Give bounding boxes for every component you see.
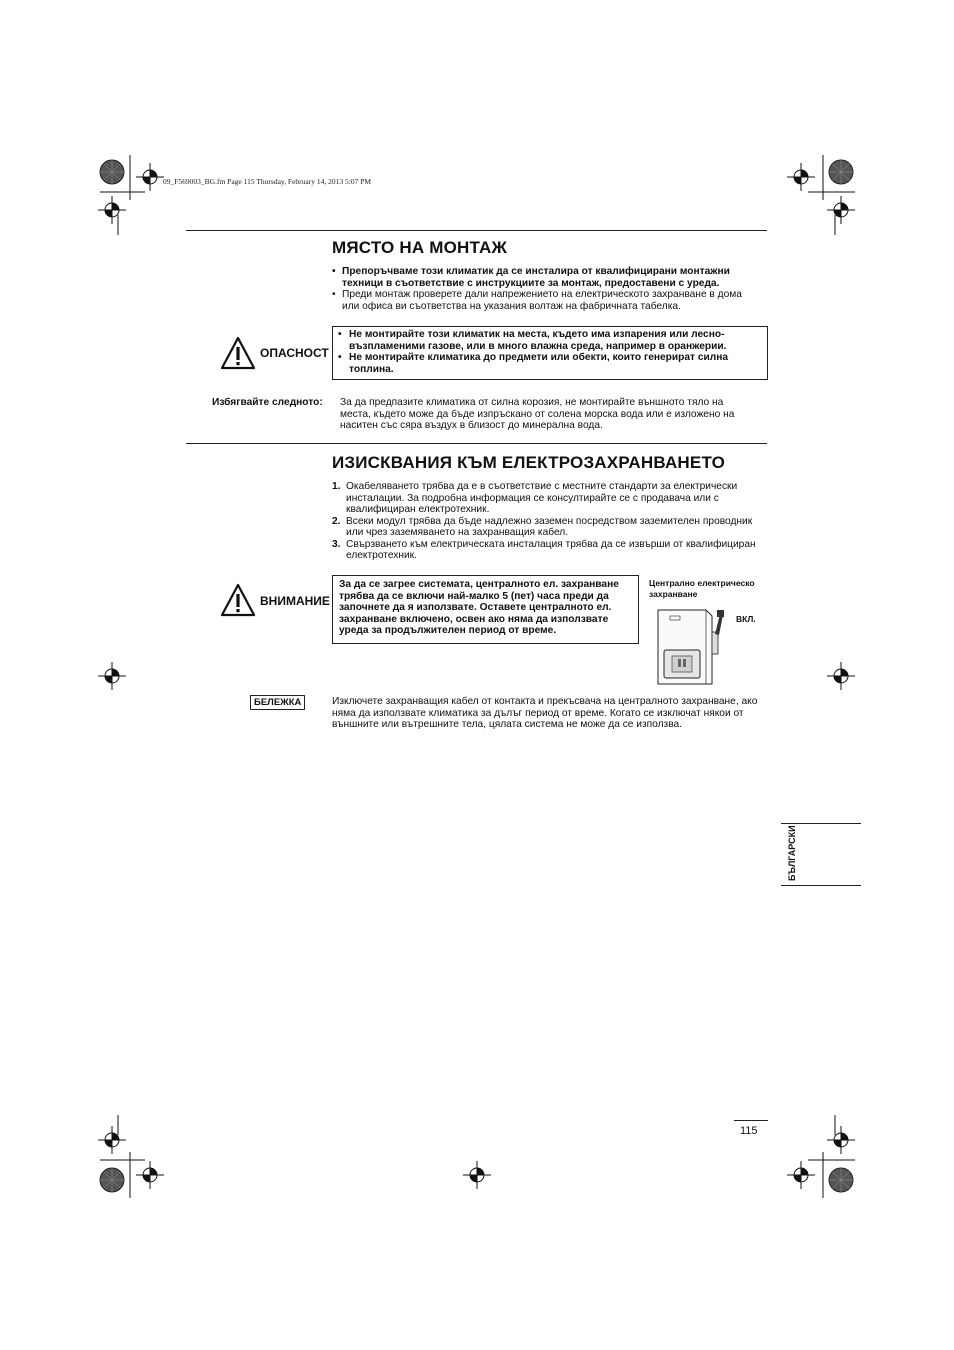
page-number: 115 [740,1125,758,1137]
caution-box [332,575,639,644]
bullet-voltage-check: • Преди монтаж проверете дали напрежението на електрическото захранване в дома или офиса ви съответства на указания волтаж на фабричната табелка. [332,289,762,312]
danger-box [332,326,768,380]
avoid-label: Избягвайте следното: [212,397,323,408]
danger-item-heat: • Не монтирайте климатика до предмети или обекти, които генерират силна топлина. [333,352,761,375]
list-item: 2. Всеки модул трябва да бъде надлежно заземен посредством заземителен проводник или чрез заземяването на захранващия кабел. [332,515,753,538]
danger-item-flammable: • Не монтирайте този климатик на места, където има изпарения или лесно-възпламеними газове, или в много влажна среда, например в оранжерии. [333,329,761,352]
danger-label: ОПАСНОСТ [260,346,329,360]
note-badge: БЕЛЕЖКА [250,695,305,710]
section-title-installation-site: МЯСТО НА МОНТАЖ [332,238,508,257]
section-divider [186,230,767,231]
caution-label: ВНИМАНИЕ [260,594,330,608]
avoid-text: За да предпазите климатика от силна корозия, не монтирайте външното тяло на места, където може да бъде изпръскано от солена морска вода или е изложено на наситен със сяра въздух в близост до минерална вода. [340,397,735,431]
warning-triangle-icon [220,336,256,370]
side-tab-rule-bottom [781,885,861,886]
section-title-power-requirements: ИЗИСКВАНИЯ КЪМ ЕЛЕКТРОЗАХРАНВАНЕТО [332,453,726,472]
language-tab: БЪЛГАРСКИ [787,825,797,881]
power-requirements-list [332,481,767,562]
side-tab-rule-top [781,823,861,824]
page-number-rule [734,1120,768,1121]
caution-triangle-icon [220,583,256,617]
note-text: Изключете захранващия кабел от контакта и прекъсвача на централното захранване, ако няма да използвате климатика за дълъг период от време. Когато се изключат някои от външните или вътрешните тела, цялата система не може да се използва. [332,696,758,730]
caution-text: За да се загрее системата, централното ел. захранване трябва да се включи най-малко 5 (пет) часа преди да започнете да я използвате. Оставете централното ел. захранване включено, освен ако няма да използвате уреда за продължителен период от време. [339,579,619,636]
list-item: 1. Окабеляването трябва да е в съответствие с местните стандарти за електрически инсталации. За подробна информация се консултирайте се с продавача или с квалифициран електротехник. [332,481,738,515]
figure-caption: Централно електрическо захранване [649,578,755,599]
figure-on-label: ВКЛ. [736,614,756,624]
section-divider [186,443,767,444]
power-switch-illustration [650,604,735,686]
list-item: 3. Свързването към електрическата инсталация трябва да се извърши от квалифициран електротехник. [332,538,756,561]
bullet-qualified-installers: • Препоръчваме този климатик да се инсталира от квалифицирани монтажни техници в съответствие с инструкциите за монтаж, предоставени с уреда. [332,266,762,289]
intro-bullets [332,266,762,312]
file-info-header: 09_F569003_BG.fm Page 115 Thursday, February 14, 2013 5:07 PM [163,177,372,186]
